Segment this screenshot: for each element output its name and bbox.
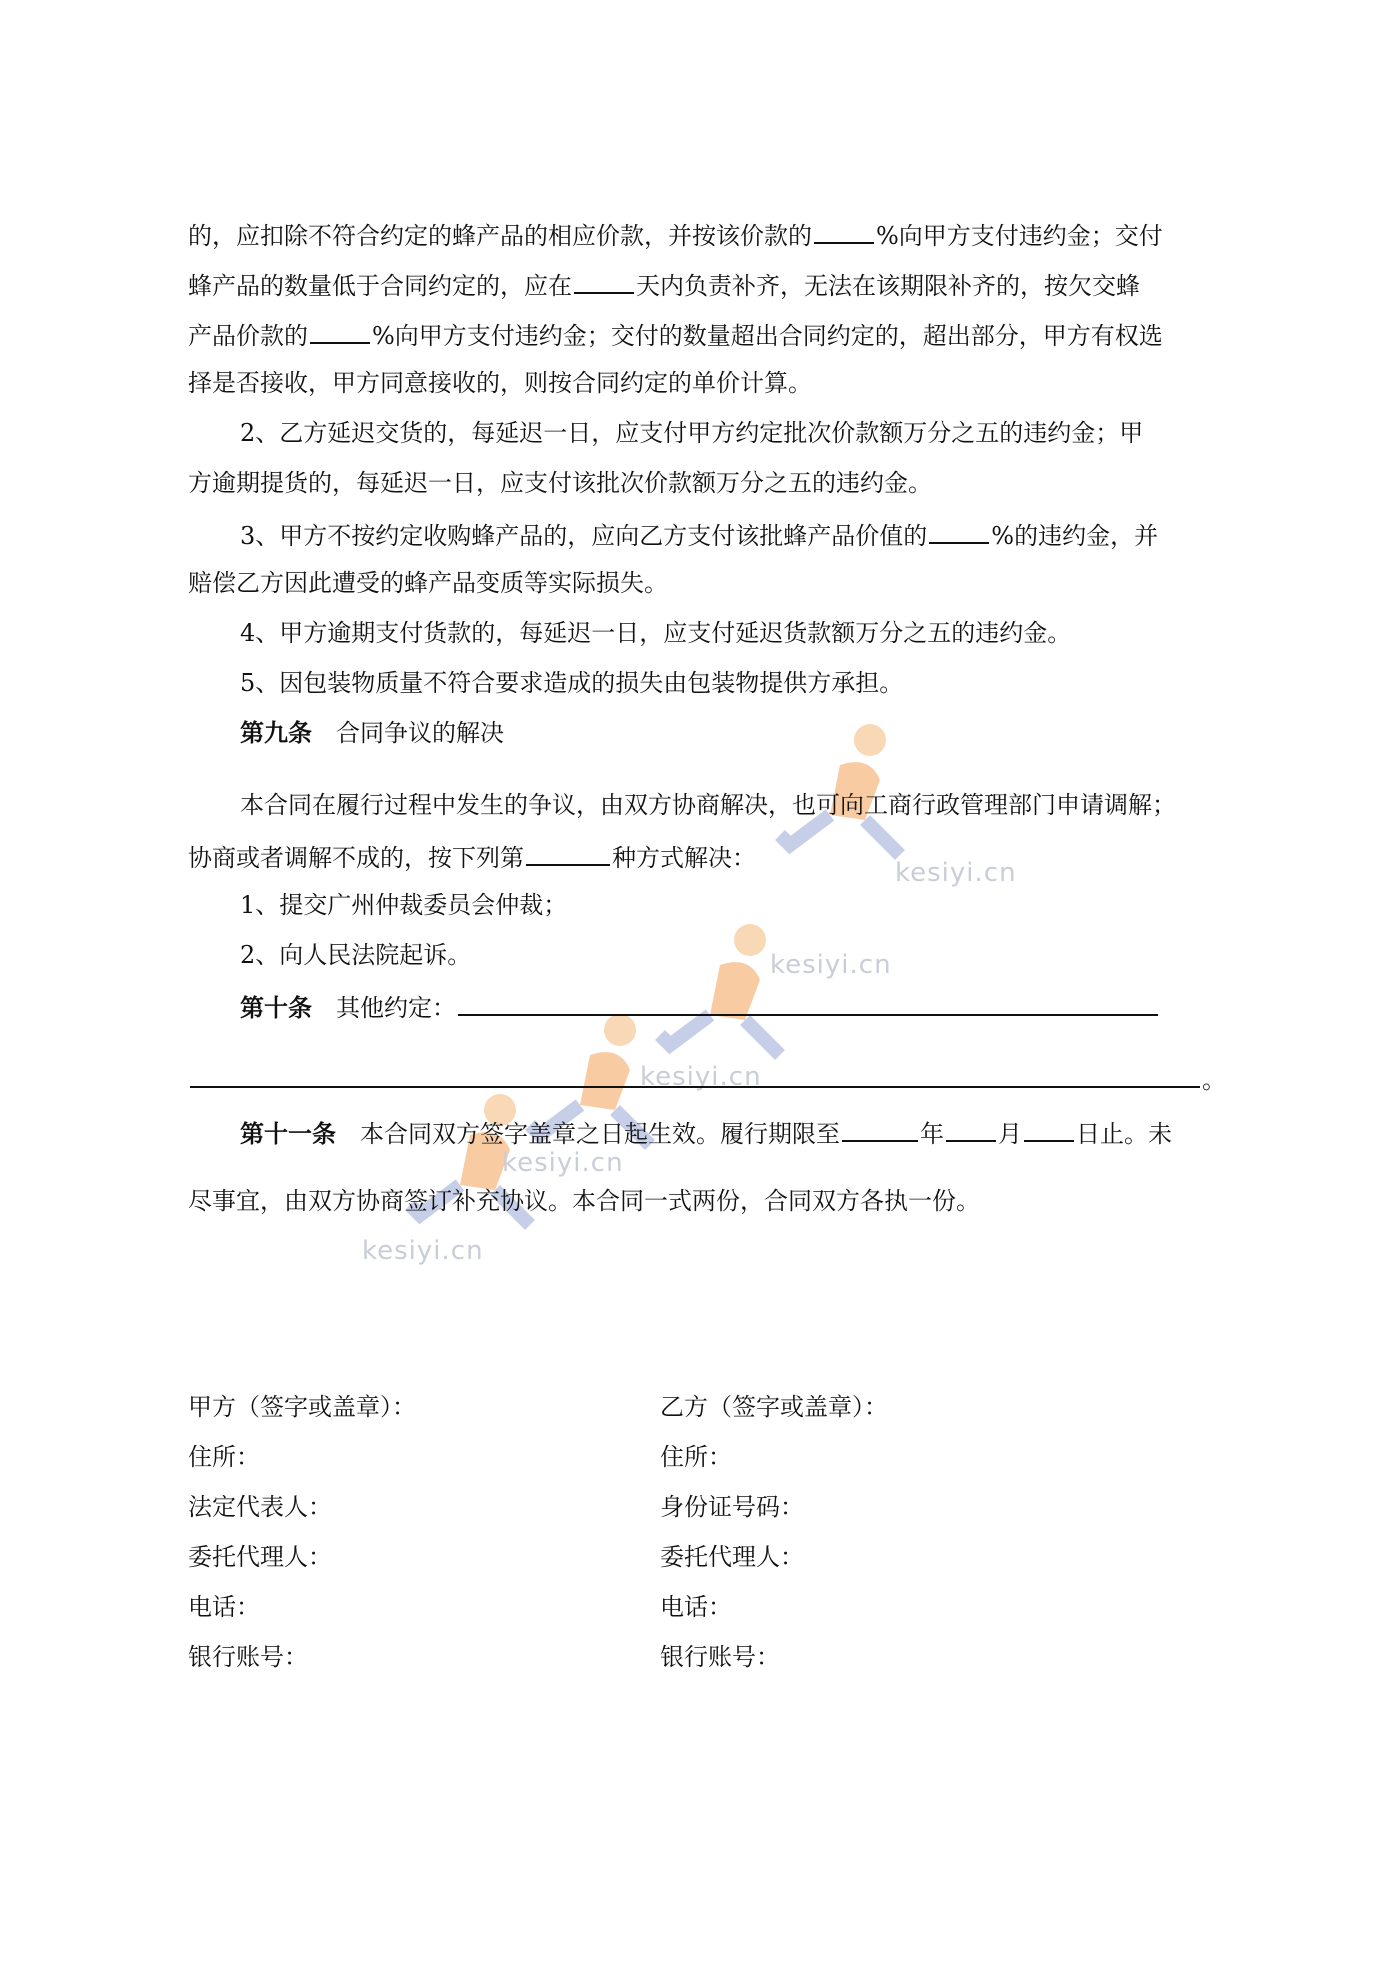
text: 本合同在履行过程中发生的争议，由双方协商解决，也可向工商行政管理部门申请调解； [240,791,1176,819]
party-b-bank: 银行账号： [660,1643,780,1671]
other-terms-blank[interactable] [190,1062,1200,1088]
text: 2、乙方延迟交货的，每延迟一日，应支付甲方约定批次价款额万分之五的违约金；甲 [240,419,1144,447]
clause9-option-2 [240,940,471,970]
clause11-line-1 [240,1116,1172,1149]
watermark-text: kesiyi.cn [502,1148,624,1178]
text: 协商或者调解不成的，按下列第 [188,844,524,872]
party-a-agent: 委托代理人： [188,1543,332,1571]
party-b-agent: 委托代理人： [660,1543,804,1571]
clause8-item3-line-2 [188,568,668,598]
clause-title: 其他约定： [336,994,456,1022]
clause9-body-line-1 [240,790,1176,820]
clause8-item2-line-2 [188,468,932,498]
text: 种方式解决： [612,844,756,872]
method-blank[interactable] [526,840,610,866]
clause11-line-2 [188,1186,980,1216]
end-mark: 。 [1202,1066,1226,1094]
clause8-item2-line-1 [240,418,1143,448]
clause10-heading [240,990,1160,1023]
party-b-title: 乙方（签字或盖章）： [660,1393,888,1421]
percent-blank[interactable] [814,218,874,244]
text: %向甲方支付违约金；交付 [876,222,1163,250]
text: 择是否接收，甲方同意接收的，则按合同约定的单价计算。 [188,369,812,397]
month-blank[interactable] [946,1116,996,1142]
party-b-address: 住所： [660,1443,732,1471]
watermark-text: kesiyi.cn [362,1236,484,1266]
clause-number: 第十一条 [240,1120,336,1148]
clause8-line-2 [188,268,1140,301]
clause9-body-line-2 [188,840,756,873]
text: 5、因包装物质量不符合要求造成的损失由包装物提供方承担。 [240,669,904,697]
percent-blank[interactable] [310,318,370,344]
days-blank[interactable] [574,268,634,294]
clause8-line-3 [188,318,1163,351]
clause8-item5 [240,668,903,698]
clause8-item3-line-1 [240,518,1158,551]
other-terms-blank[interactable] [458,990,1158,1016]
clause8-item4 [240,618,1071,648]
watermark-text: kesiyi.cn [640,1062,762,1092]
text: 天内负责补齐，无法在该期限补齐的，按欠交蜂 [636,272,1140,300]
percent-blank[interactable] [929,518,989,544]
watermark-text: kesiyi.cn [895,858,1017,888]
party-a-address: 住所： [188,1443,260,1471]
text: 蜂产品的数量低于合同约定的，应在 [188,272,572,300]
clause8-line-4 [188,368,812,398]
text: 尽事宜，由双方协商签订补充协议。本合同一式两份，合同双方各执一份。 [188,1187,980,1215]
party-a-title: 甲方（签字或盖章）： [188,1393,416,1421]
text: 1、提交广州仲裁委员会仲裁； [240,891,568,919]
clause9-heading [240,718,504,748]
text: 日止。未 [1076,1120,1172,1148]
party-a-legal-rep: 法定代表人： [188,1493,332,1521]
clause9-option-1 [240,890,567,920]
clause-number: 第十条 [240,994,312,1022]
text: 方逾期提货的，每延迟一日，应支付该批次价款额万分之五的违约金。 [188,469,932,497]
watermark-text: kesiyi.cn [770,950,892,980]
party-b-id-number: 身份证号码： [660,1493,804,1521]
text: 年 [920,1120,944,1148]
clause-title: 合同争议的解决 [336,719,504,747]
text: 本合同双方签字盖章之日起生效。履行期限至 [360,1120,840,1148]
text: 月 [998,1120,1022,1148]
text: 3、甲方不按约定收购蜂产品的，应向乙方支付该批蜂产品价值的 [240,522,928,550]
clause10-line-2 [188,1062,1226,1095]
text: 赔偿乙方因此遭受的蜂产品变质等实际损失。 [188,569,668,597]
text: %向甲方支付违约金；交付的数量超出合同约定的，超出部分，甲方有权选 [372,322,1163,350]
text: %的违约金，并 [991,522,1159,550]
clause-number: 第九条 [240,719,312,747]
party-a-phone: 电话： [188,1593,260,1621]
text: 2、向人民法院起诉。 [240,941,472,969]
clause8-line-1 [188,218,1163,251]
party-b-phone: 电话： [660,1593,732,1621]
year-blank[interactable] [842,1116,918,1142]
text: 4、甲方逾期支付货款的，每延迟一日，应支付延迟货款额万分之五的违约金。 [240,619,1072,647]
text: 的，应扣除不符合约定的蜂产品的相应价款，并按该价款的 [188,222,812,250]
party-a-bank: 银行账号： [188,1643,308,1671]
day-blank[interactable] [1024,1116,1074,1142]
text: 产品价款的 [188,322,308,350]
